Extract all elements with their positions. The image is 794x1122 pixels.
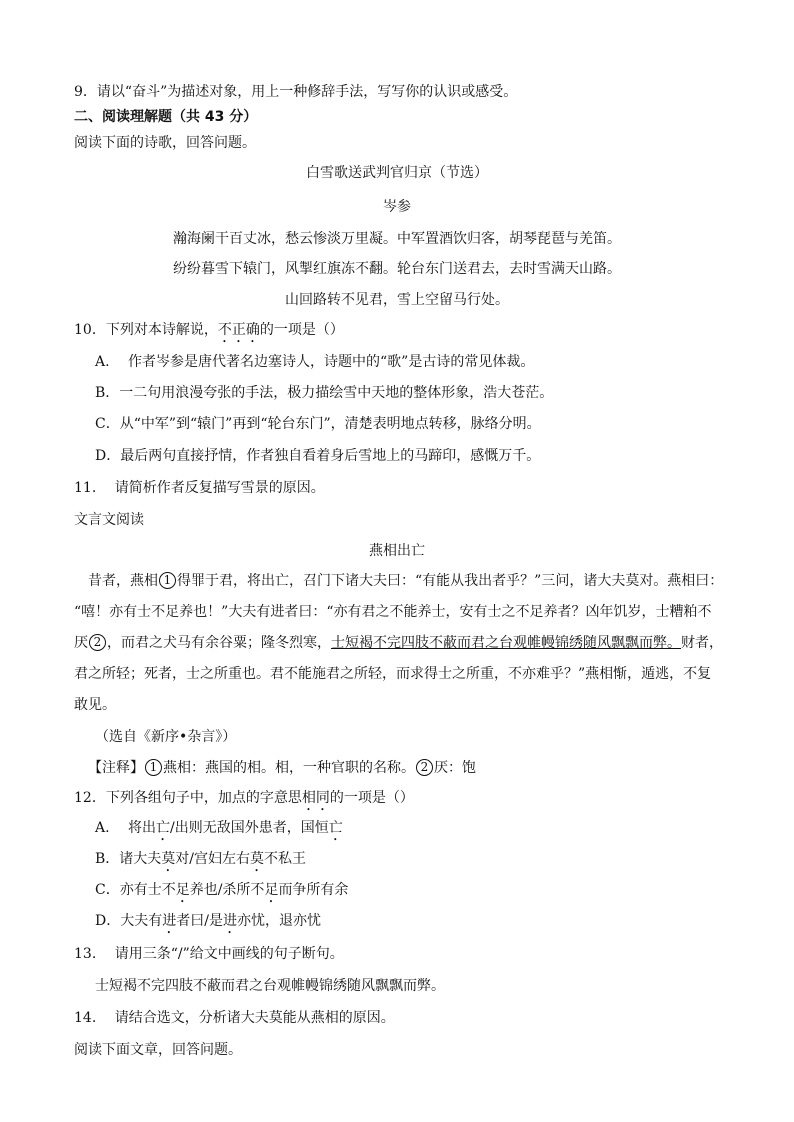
option-text: 不私王 xyxy=(264,851,307,867)
dotted-char: 亡 xyxy=(156,820,171,836)
q10-option-b: B．一二句用浪漫夸张的手法，极力描绘雪中天地的整体形象，浩大苍茫。 xyxy=(95,385,554,401)
option-text: 将出 xyxy=(128,820,157,836)
option-text: 养也/杀所不 xyxy=(189,882,265,898)
q12-text-end: 的一项是（） xyxy=(329,790,414,806)
classical-heading: 文言文阅读 xyxy=(74,512,144,528)
dotted-char: 足 xyxy=(175,882,190,898)
passage-source: （选自《新序•杂言》） xyxy=(95,729,237,745)
q10-option-d: D．最后两句直接抒情，作者独自看着身后雪地上的马蹄印，感慨万千。 xyxy=(95,448,541,464)
dotted-char: 莫 xyxy=(250,851,265,867)
q9: 9．请以“奋斗”为描述对象，用上一种修辞手法，写写你的认识或感受。 xyxy=(74,84,518,100)
passage-text: ，而君之犬马有余谷粟；隆冬烈寒， xyxy=(107,635,331,651)
poem-line: 山回路转不见君，雪上空留马行处。 xyxy=(285,292,509,308)
note-marker: 1 xyxy=(145,759,162,776)
passage-text: 厌 xyxy=(74,635,88,651)
poem-author: 岑参 xyxy=(383,199,411,215)
note-marker: 2 xyxy=(416,759,433,776)
option-text: 大夫有 xyxy=(120,913,163,929)
q13: 13. 请用三条“/”给文中画线的句子断句。 xyxy=(74,946,344,962)
q12 xyxy=(74,788,414,814)
q12-option-d xyxy=(95,911,321,937)
option-label: D． xyxy=(95,913,121,929)
q12-text: 12．下列各组句子中，加点的字意思 xyxy=(74,790,302,806)
option-text: 对/宫妇左右 xyxy=(175,851,251,867)
dotted-char: 进 xyxy=(162,913,177,929)
passage-line: “嘻！亦有士不足养也！”大夫有进者曰：“亦有君之不能养士，安有士之不足养者？凶年饥岁，士糟粕不 xyxy=(74,604,712,620)
q10 xyxy=(74,320,344,346)
passage-text: 昔者，燕相 xyxy=(74,573,158,589)
annotation xyxy=(88,758,476,778)
q13-sentence: 士短褐不完四肢不蔽而君之台观帷幔锦绣随风飘飘而弊。 xyxy=(95,978,445,994)
option-text: 者曰/是 xyxy=(176,913,223,929)
q10-option-c: C．从“中军”到“辕门”再到“轮台东门”，清楚表明地点转移，脉络分明。 xyxy=(95,416,541,432)
annotation-text: 燕相：燕国的相。相，一种官职的名称。 xyxy=(163,760,415,776)
dotted-char: 进 xyxy=(222,913,237,929)
poem-line: 瀚海阑干百丈冰，愁云惨淡万里凝。中军置酒饮归客，胡琴琵琶与羌笛。 xyxy=(173,231,621,247)
poem-title: 白雪歌送武判官归京（节选） xyxy=(306,165,488,181)
q14: 14. 请结合选文，分析诸大夫莫能从燕相的原因。 xyxy=(74,1010,395,1026)
dotted-char: 莫 xyxy=(161,851,176,867)
passage-text: 财者， xyxy=(681,635,723,651)
option-label: C． xyxy=(95,882,120,898)
passage-title: 燕相出亡 xyxy=(369,543,425,559)
passage-line: 敢见。 xyxy=(74,697,116,713)
q10-option-a: A. 作者岑参是唐代著名边塞诗人，诗题中的“歌”是古诗的常见体裁。 xyxy=(95,354,535,370)
option-text: /出则无敌国外患者，国恒 xyxy=(170,820,329,836)
note-marker: 2 xyxy=(89,634,106,651)
option-text: 诸大夫 xyxy=(119,851,162,867)
q12-emphasis: 相同 xyxy=(301,790,330,806)
dotted-char: 足 xyxy=(264,882,279,898)
option-text: 亦有士不 xyxy=(119,882,176,898)
option-label: A. xyxy=(95,820,129,836)
q11: 11. 请简析作者反复描写雪景的原因。 xyxy=(74,480,325,496)
poem-line: 纷纷暮雪下辕门，风掣红旗冻不翻。轮台东门送君去，去时雪满天山路。 xyxy=(173,261,621,277)
q12-option-c xyxy=(95,880,348,906)
annotation-label: 【注释】 xyxy=(88,760,144,776)
option-text: 亦忧，退亦忧 xyxy=(236,913,321,929)
passage-text: 得罪于君，将出亡，召门下诸大夫曰：“有能从我出者乎？”三问，诸大夫莫对。燕相曰： xyxy=(177,573,724,589)
dotted-char: 亡 xyxy=(328,820,343,836)
poem-intro: 阅读下面的诗歌，回答问题。 xyxy=(74,135,256,151)
underlined-sentence: 士短褐不完四肢不蔽而君之台观帷幔锦绣随风飘飘而弊。 xyxy=(331,635,681,651)
q10-text: 10．下列对本诗解说， xyxy=(74,322,218,338)
option-text: 而争所有余 xyxy=(278,882,349,898)
annotation-text: 厌：饱 xyxy=(434,760,476,776)
note-marker: 1 xyxy=(159,572,176,589)
passage-line xyxy=(74,571,723,591)
passage-line xyxy=(74,633,723,653)
option-label: B． xyxy=(95,851,120,867)
q10-text-end: 的一项是（） xyxy=(259,322,344,338)
passage-line: 君之所轻；死者，士之所重也。君不能施君之所轻，而求得士之所重，不亦难乎？”燕相惭，遁逃，不复 xyxy=(74,666,712,682)
q12-option-b xyxy=(95,849,306,875)
q12-option-a xyxy=(95,818,343,844)
section-heading: 二、阅读理解题（共 43 分） xyxy=(74,109,258,125)
q10-emphasis: 不正确 xyxy=(217,322,260,338)
final-instruction: 阅读下面文章，回答问题。 xyxy=(74,1042,242,1058)
